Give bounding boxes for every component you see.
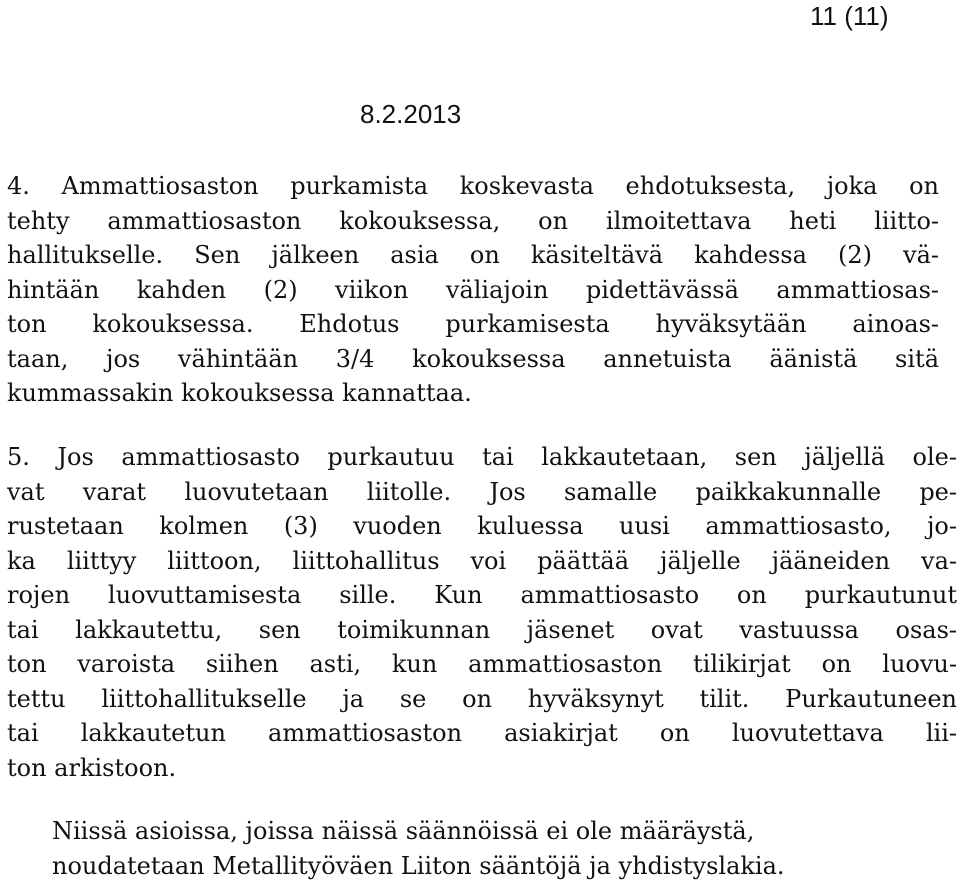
paragraph-line: ka liittyy liittoon, liittohallitus voi päättää jäljelle jääneiden va- xyxy=(7,546,957,575)
paragraph-line: Niissä asioissa, joissa näissä säännöissä ei ole määräystä, xyxy=(52,817,755,845)
closing-paragraph xyxy=(52,814,952,883)
paragraph-line: taan, jos vähintään 3/4 kokouksessa annetuista äänistä sitä xyxy=(7,344,939,373)
paragraph-line: hintään kahden (2) viikon väliajoin pidettävässä ammattiosas- xyxy=(7,275,939,304)
paragraph-line: tai lakkautettu, sen toimikunnan jäsenet ovat vastuussa osas- xyxy=(7,615,957,644)
paragraph-line: 4. Ammattiosaston purkamista koskevasta ehdotuksesta, joka on xyxy=(7,172,939,200)
paragraph-line: kummassakin kokouksessa kannattaa. xyxy=(7,379,472,407)
paragraph-line: rojen luovuttamisesta sille. Kun ammattiosasto on purkautunut xyxy=(7,581,957,609)
paragraph-line: ton varoista siihen asti, kun ammattiosaston tilikirjat on luovu- xyxy=(7,650,957,678)
paragraph-line: 5. Jos ammattiosasto purkautuu tai lakkautetaan, sen jäljellä ole- xyxy=(7,443,957,471)
paragraph-line: tehty ammattiosaston kokouksessa, on ilmoitettava heti liitto- xyxy=(7,206,939,235)
paragraph-line: ton kokouksessa. Ehdotus purkamisesta hyväksytään ainoas- xyxy=(7,310,939,338)
paragraph-line: rustetaan kolmen (3) vuoden kuluessa uusi ammattiosasto, jo- xyxy=(7,512,957,540)
section-5-paragraph xyxy=(7,440,957,785)
paragraph-line: vat varat luovutetaan liitolle. Jos samalle paikkakunnalle pe- xyxy=(7,477,957,506)
section-4-paragraph xyxy=(7,169,939,411)
paragraph-line: tettu liittohallitukselle ja se on hyväksynyt tilit. Purkautuneen xyxy=(7,684,957,713)
paragraph-line: ton arkistoon. xyxy=(7,753,177,782)
document-date: 8.2.2013 xyxy=(360,99,462,129)
paragraph-line: noudatetaan Metallityöväen Liiton sääntöjä ja yhdistyslakia. xyxy=(52,851,785,880)
paragraph-line: tai lakkautetun ammattiosaston asiakirjat on luovutettava lii- xyxy=(7,719,957,747)
page-number: 11 (11) xyxy=(810,1,889,31)
paragraph-line: hallitukselle. Sen jälkeen asia on käsiteltävä kahdessa (2) vä- xyxy=(7,241,939,269)
